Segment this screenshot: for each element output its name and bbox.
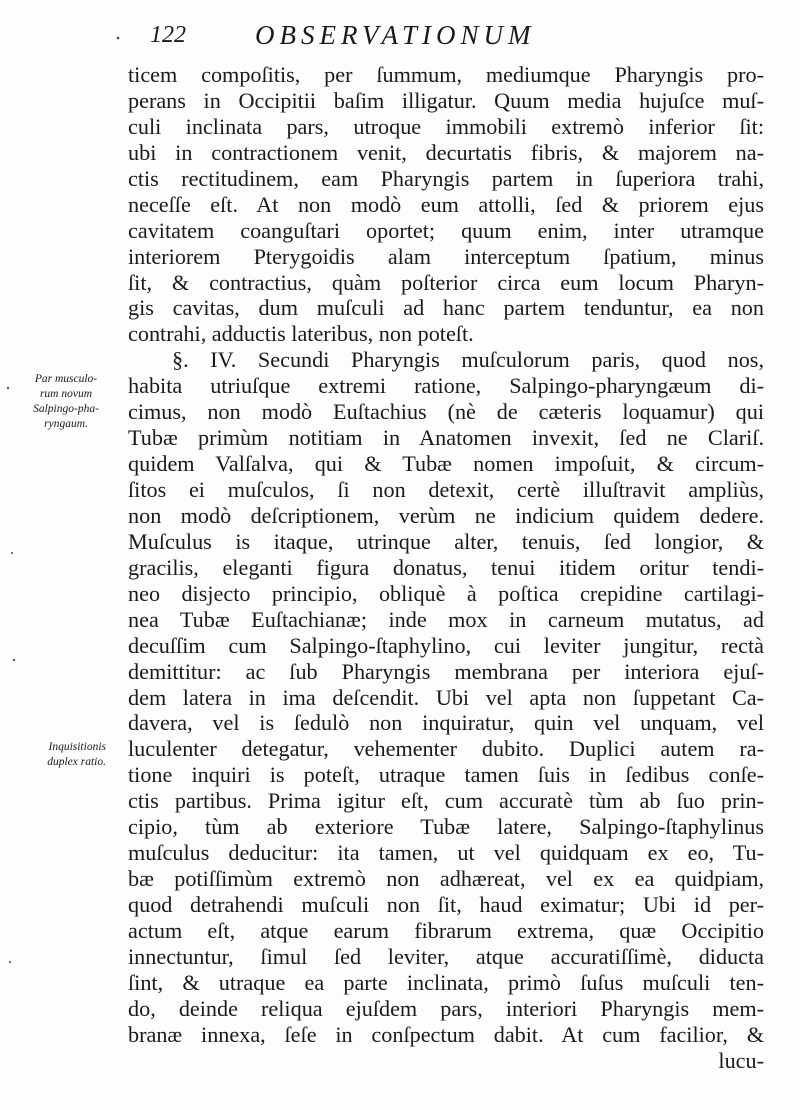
text-line: perans in Occipitii baſim illigatur. Quum media hujuſce muſ- xyxy=(128,87,764,113)
text-line: ſit, & contractius, quàm poſterior circa eum locum Pharyn- xyxy=(128,269,764,295)
text-line: gracilis, eleganti figura donatus, tenui itidem oritur tendi- xyxy=(128,554,764,580)
text-line: quidem Valſalva, qui & Tubæ nomen impoſuit, & circum- xyxy=(128,451,764,477)
margin-note-line: Par musculo- xyxy=(34,373,98,385)
body-text xyxy=(128,62,764,1074)
speck xyxy=(7,387,9,389)
text-line: demittitur: ac ſub Pharyngis membrana per interiora ejuſ- xyxy=(128,658,764,684)
section-heading-line: §. IV. Secundi Pharyngis muſculorum paris, quod nos, xyxy=(172,347,764,373)
text-line: muſculus deducitur: ita tamen, ut vel quidquam ex eo, Tu- xyxy=(128,840,764,866)
text-line: luculenter detegatur, vehementer dubito. Duplici autem ra- xyxy=(128,736,764,762)
speck xyxy=(11,552,13,554)
text-line: ubi in contractionem venit, decurtatis fibris, & majorem na- xyxy=(128,139,764,165)
running-title: OBSERVATIONUM xyxy=(255,20,536,50)
text-line: neo disjecto principio, obliquè à poſtica crepidine cartilagi- xyxy=(128,580,764,606)
text-line: bæ potiſſimùm extremò non adhæreat, vel ex ea quidpiam, xyxy=(128,866,764,892)
text-line: ſint, & utraque ea parte inclinata, primò ſuſus muſculi ten- xyxy=(128,969,764,995)
margin-note-inquisitio xyxy=(18,740,106,770)
text-line: innectuntur, ſimul ſed leviter, atque accuratiſſimè, diducta xyxy=(128,943,764,969)
speck xyxy=(117,37,120,40)
margin-note-line: Salpingo-pha- xyxy=(33,403,99,415)
text-line: davera, vel is ſedulò non inquiratur, quin vel unquam, vel xyxy=(128,710,764,736)
margin-note-line: ryngaum. xyxy=(44,418,88,430)
text-line: decuſſim cum Salpingo-ſtaphylino, cui leviter jungitur, rectà xyxy=(128,632,764,658)
catchword: lucu- xyxy=(718,1047,764,1073)
text-line: neceſſe eſt. At non modò eum attolli, ſed & priorem ejus xyxy=(128,191,764,217)
text-line: tione inquiri is poteſt, utraque tamen ſuis in ſedibus conſe- xyxy=(128,762,764,788)
text-line: contrahi, adductis lateribus, non poteſt. xyxy=(128,321,474,347)
text-line: Muſculus is itaque, utrinque alter, tenuis, ſed longior, & xyxy=(128,528,764,554)
margin-note-line: Inquisitionis xyxy=(48,741,106,753)
text-line: ticem compoſitis, per ſummum, mediumque Pharyngis pro- xyxy=(128,62,764,87)
text-line: branæ innexa, ſeſe in conſpectum dabit. At cum facilior, & xyxy=(128,1021,764,1047)
text-line: Tubæ primùm notitiam in Anatomen invexit, ſed ne Clariſ. xyxy=(128,425,764,451)
text-line: cimus, non modò Euſtachius (nè de cæteris loquamur) qui xyxy=(128,399,764,425)
margin-note-salpingo xyxy=(22,372,110,432)
text-line: cavitatem coanguſtari oportet; quum enim, inter utramque xyxy=(128,217,764,243)
page-number: 122 xyxy=(150,22,186,48)
text-line: quod detrahendi muſculi non ſit, haud eximatur; Ubi id per- xyxy=(128,892,764,917)
text-line: ctis partibus. Prima igitur eſt, cum accuratè tùm ab ſuo prin- xyxy=(128,788,764,814)
text-line: gis cavitas, dum muſculi ad hanc partem tenduntur, ea non xyxy=(128,295,764,321)
page-header xyxy=(150,20,770,60)
text-line: interiorem Pterygoidis alam interceptum ſpatium, minus xyxy=(128,243,764,269)
margin-note-line: duplex ratio. xyxy=(47,756,106,768)
speck xyxy=(13,659,15,661)
text-line: do, deinde reliqua ejuſdem pars, interiori Pharyngis mem- xyxy=(128,995,764,1021)
text-line: nea Tubæ Euſtachianæ; inde mox in carneum mutatus, ad xyxy=(128,606,764,632)
text-line: habita utriuſque extremi ratione, Salpingo-pharyngæum di- xyxy=(128,373,764,399)
text-line: ſitos ei muſculos, ſi non detexit, certè illuſtravit ampliùs, xyxy=(128,477,764,502)
text-line: culi inclinata pars, utroque immobili extremò inferior ſit: xyxy=(128,113,764,139)
margin-note-line: rum novum xyxy=(39,388,93,400)
text-line: actum eſt, atque earum fibrarum extrema, quæ Occipitio xyxy=(128,917,764,943)
text-line: ctis rectitudinem, eam Pharyngis partem in ſuperiora trahi, xyxy=(128,165,764,191)
speck xyxy=(9,961,11,963)
text-line: cipio, tùm ab exteriore Tubæ latere, Salpingo-ſtaphylinus xyxy=(128,814,764,840)
text-line: dem latera in ima deſcendit. Ubi vel apta non ſuppetant Ca- xyxy=(128,684,764,710)
text-line: non modò deſcriptionem, verùm ne indicium quidem dedere. xyxy=(128,502,764,528)
